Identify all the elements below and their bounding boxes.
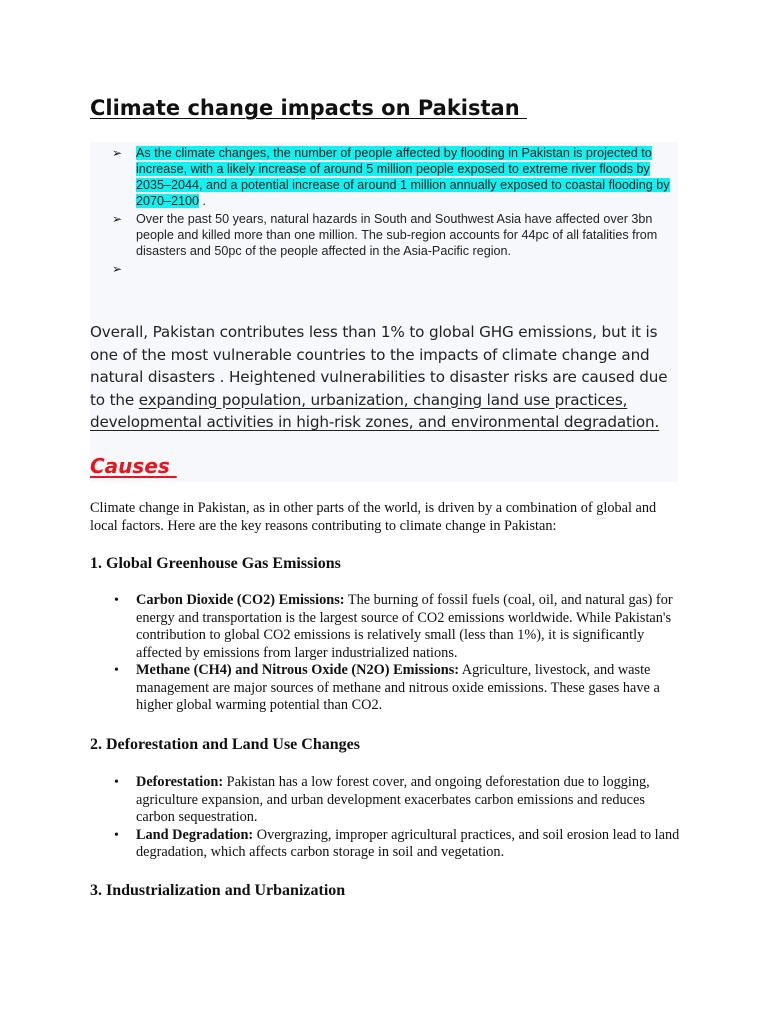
item-term: Carbon Dioxide (CO2) Emissions:	[136, 592, 345, 608]
intro-paragraph: Climate change in Pakistan, as in other parts of the world, is driven by a combination of global and local factors. Here are the key reasons contributing to climate change in Pakistan:	[90, 500, 657, 534]
section-heading-deforestation: 2. Deforestation and Land Use Changes	[90, 736, 360, 753]
item-term: Deforestation:	[136, 774, 224, 790]
deforestation-list	[90, 774, 682, 862]
item-term: Land Degradation:	[136, 826, 254, 843]
summary-text: Overall, Pakistan contributes less than 1% to global GHG emissions, but it is one of the most vulnerable countries to the impacts of climate change and natural disasters . Heightened vulnerabilities to disaster risks are caused due to the	[90, 323, 668, 409]
impact-item-flooding	[90, 145, 680, 209]
trailing-text: .	[199, 194, 207, 208]
item-text: Pakistan has a low forest cover, and ongoing deforestation due to logging, agriculture expansion, and urban development exacerbates carbon emissions and reduces carbon sequestration.	[136, 774, 650, 825]
item-text: Overgrazing, improper agricultural practices, and soil erosion lead to land degradation, which affects carbon storage in soil and vegetation.	[136, 826, 680, 860]
summary-underlined-text: expanding population, urbanization, changing land use practices, developmental activities in high-risk zones, and environmental degradation.	[90, 390, 660, 431]
arrow-bullet-icon: ➢	[112, 262, 123, 276]
list-item	[90, 592, 682, 662]
list-item	[90, 662, 682, 715]
arrow-bullet-icon: ➢	[112, 212, 123, 226]
impact-text: Over the past 50 years, natural hazards in South and Southwest Asia have affected over 3bn people and killed more than one million. The sub-region accounts for 44pc of all fatalities from disasters and 50pc of the people affected in the Asia-Pacific region.	[136, 212, 658, 258]
summary-paragraph	[90, 321, 682, 434]
emissions-list	[90, 592, 682, 715]
highlighted-text: As the climate changes, the number of people affected by flooding in Pakistan is projected to increase, with a likely increase of around 5 million people exposed to extreme river floods by 2035–2044, and a potential increase of around 1 million annually exposed to coastal flooding by 2070–2100	[136, 146, 670, 208]
arrow-bullet-icon: ➢	[112, 146, 123, 160]
impacts-list	[90, 145, 680, 276]
section-heading-emissions: 1. Global Greenhouse Gas Emissions	[90, 555, 341, 572]
document-title: Climate change impacts on Pakistan	[90, 96, 527, 120]
item-text: Agriculture, livestock, and waste management are major sources of methane and nitrous oxide emissions. These gases have a higher global warming potential than CO2.	[136, 662, 660, 713]
section-heading-industrialization: 3. Industrialization and Urbanization	[90, 882, 346, 899]
impact-item-hazards	[90, 211, 680, 259]
list-item	[90, 774, 682, 827]
causes-heading: Causes	[90, 454, 177, 478]
list-item	[90, 827, 682, 862]
item-term: Methane (CH4) and Nitrous Oxide (N2O) Emissions:	[136, 662, 460, 678]
item-text: The burning of fossil fuels (coal, oil, and natural gas) for energy and transportation is the largest source of CO2 emissions worldwide. While Pakistan's contribution to global CO2 emissions is relatively small (less than 1%), it is significantly affected by emissions from larger industrialized nations.	[136, 592, 673, 661]
